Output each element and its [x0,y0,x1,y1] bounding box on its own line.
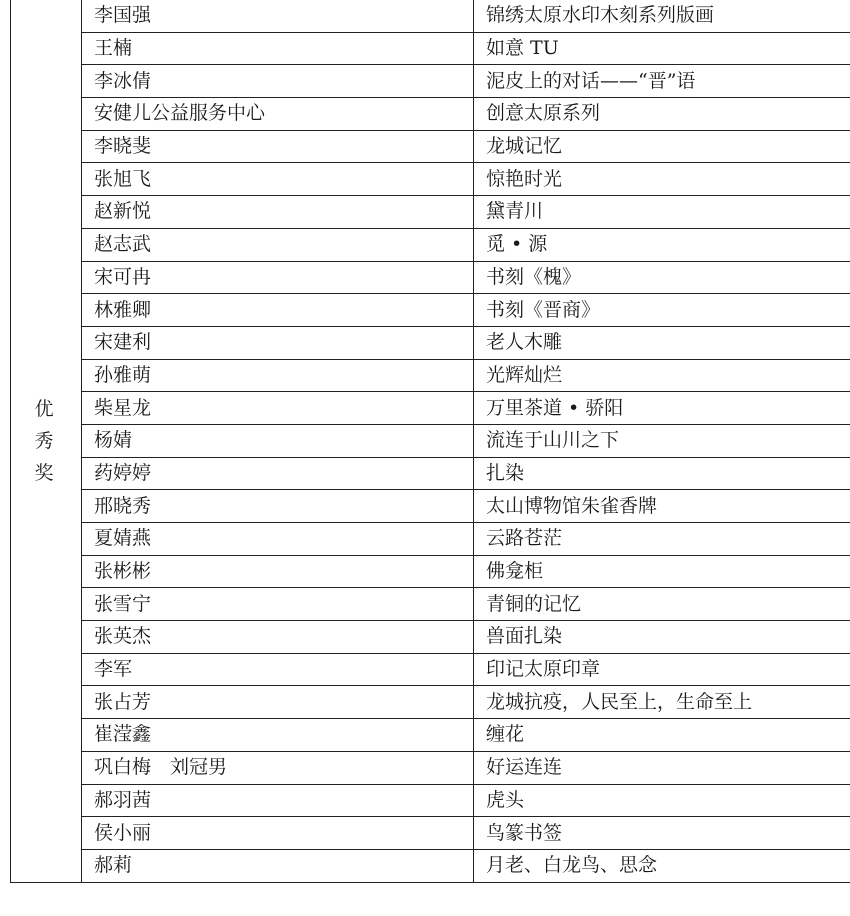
work-title: 书刻《晋商》 [474,294,850,327]
winner-name: 药婷婷 [82,457,474,490]
table-row [11,588,850,621]
winner-name: 李军 [82,653,474,686]
work-title: 青铜的记忆 [474,588,850,621]
work-title: 万里茶道 • 骄阳 [474,392,850,425]
winner-name: 郝莉 [82,849,474,882]
winner-name: 李晓斐 [82,130,474,163]
winner-name: 赵志武 [82,228,474,261]
table-row [11,457,850,490]
table-row [11,196,850,229]
work-title: 惊艳时光 [474,163,850,196]
work-title: 虎头 [474,784,850,817]
winner-name: 赵新悦 [82,196,474,229]
table-row [11,424,850,457]
winner-name: 李国强 [82,0,474,32]
work-title: 缠花 [474,719,850,752]
work-title: 黛青川 [474,196,850,229]
work-title: 书刻《槐》 [474,261,850,294]
award-table [10,0,850,883]
table-row [11,686,850,719]
table-row [11,392,850,425]
table-row [11,98,850,131]
winner-name: 崔滢鑫 [82,719,474,752]
table-row [11,130,850,163]
table-row [11,0,850,32]
work-title: 觅 • 源 [474,228,850,261]
table-row [11,359,850,392]
winner-name: 李冰倩 [82,65,474,98]
table-row [11,719,850,752]
table-row [11,261,850,294]
table-row [11,65,850,98]
table-row [11,751,850,784]
winner-name: 王楠 [82,32,474,65]
work-title: 印记太原印章 [474,653,850,686]
winner-name: 巩白梅 刘冠男 [82,751,474,784]
winner-name: 林雅卿 [82,294,474,327]
winner-name: 夏婧燕 [82,523,474,556]
work-title: 云路苍茫 [474,523,850,556]
table-row [11,849,850,882]
winner-name: 张占芳 [82,686,474,719]
work-title: 扎染 [474,457,850,490]
winner-name: 邢晓秀 [82,490,474,523]
winner-name: 孙雅萌 [82,359,474,392]
table-row [11,326,850,359]
work-title: 老人木雕 [474,326,850,359]
winner-name: 宋可冉 [82,261,474,294]
winner-name: 宋建利 [82,326,474,359]
table-row [11,784,850,817]
work-title: 创意太原系列 [474,98,850,131]
winner-name: 杨婧 [82,424,474,457]
table-row [11,653,850,686]
winner-name: 张雪宁 [82,588,474,621]
table-row [11,32,850,65]
work-title: 好运连连 [474,751,850,784]
winner-name: 张旭飞 [82,163,474,196]
winner-name: 侯小丽 [82,817,474,850]
work-title: 流连于山川之下 [474,424,850,457]
award-category-cell [11,0,82,882]
work-title: 月老、白龙鸟、思念 [474,849,850,882]
award-category-label: 优秀奖 [34,397,54,484]
work-title: 泥皮上的对话——“晋”语 [474,65,850,98]
winner-name: 安健儿公益服务中心 [82,98,474,131]
work-title: 龙城记忆 [474,130,850,163]
work-title: 如意 TU [474,32,850,65]
winner-name: 柴星龙 [82,392,474,425]
work-title: 光辉灿烂 [474,359,850,392]
table-row [11,555,850,588]
table-row [11,817,850,850]
work-title: 鸟篆书签 [474,817,850,850]
work-title: 太山博物馆朱雀香牌 [474,490,850,523]
work-title: 锦绣太原水印木刻系列版画 [474,0,850,32]
winner-name: 郝羽茜 [82,784,474,817]
work-title: 佛龛柜 [474,555,850,588]
table-row [11,523,850,556]
winner-name: 张彬彬 [82,555,474,588]
table-row [11,621,850,654]
table-row [11,228,850,261]
table-row [11,490,850,523]
table-row [11,163,850,196]
award-table-body [11,0,850,882]
work-title: 兽面扎染 [474,621,850,654]
work-title: 龙城抗疫，人民至上，生命至上 [474,686,850,719]
winner-name: 张英杰 [82,621,474,654]
table-row [11,294,850,327]
